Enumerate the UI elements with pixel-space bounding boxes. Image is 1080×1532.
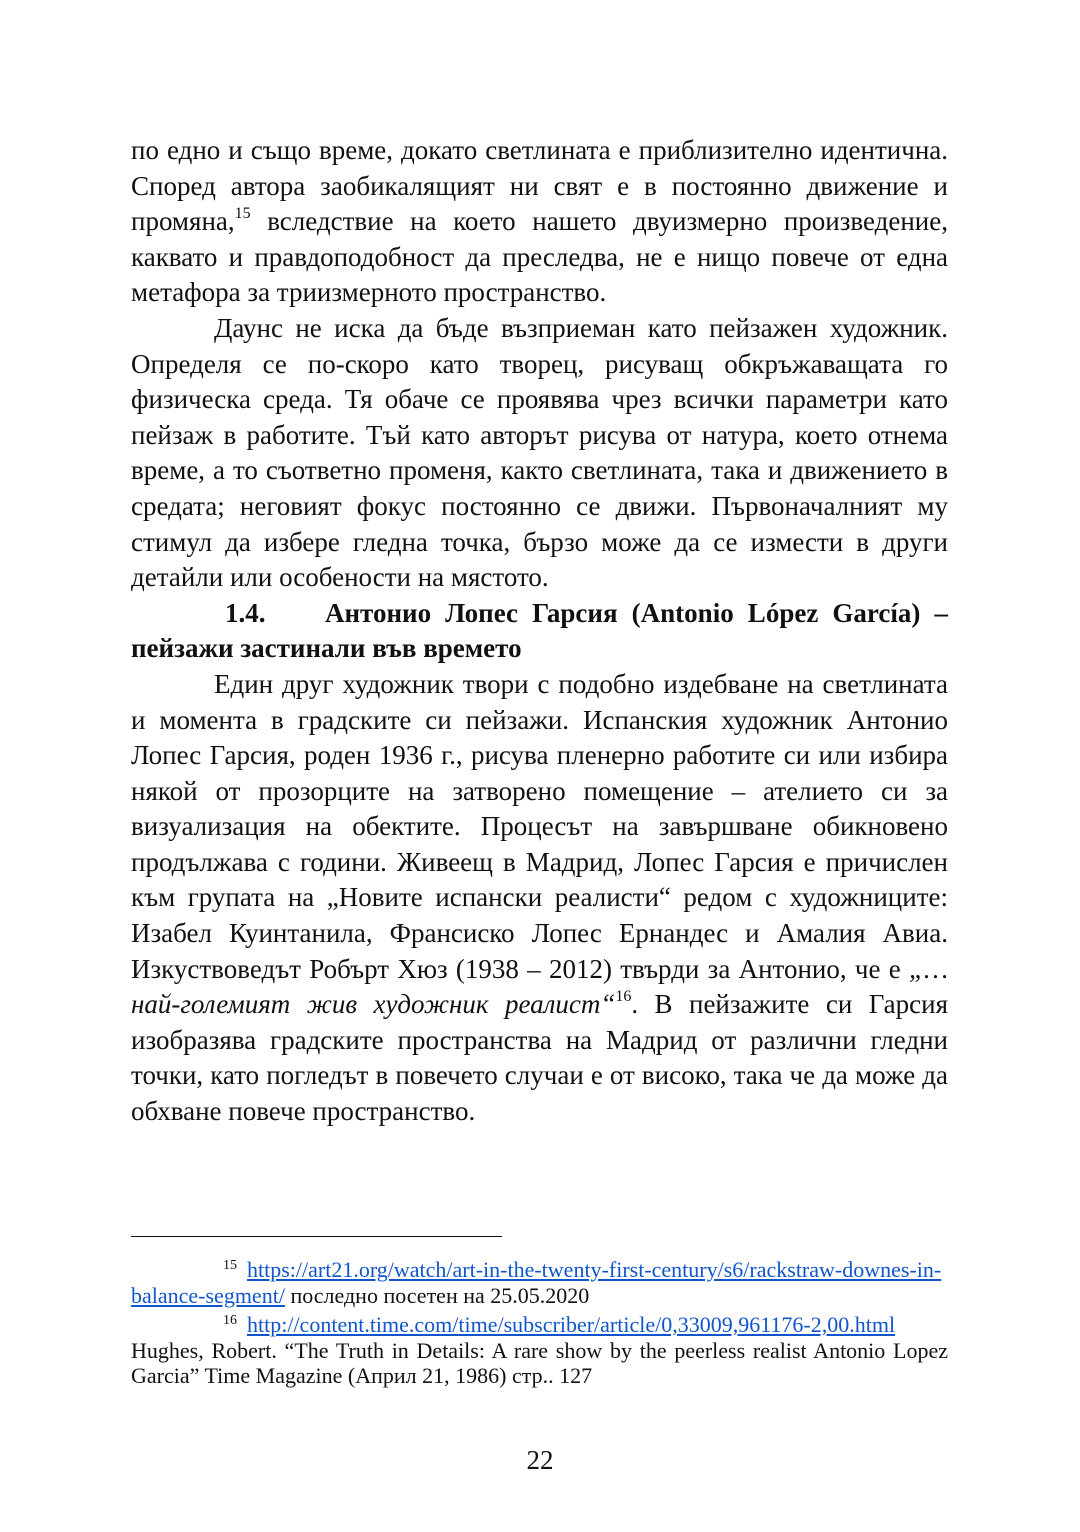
paragraph-3-text-b: . В пейзажите си Гарсия изобразява градските пространства на Мадрид от различни гледни точки, като погледът в повечето случаи е от високо, така че да може да обхване повече пространство. xyxy=(131,989,948,1127)
page-body xyxy=(131,133,948,1130)
paragraph-2: Даунс не иска да бъде възприеман като пейзажен художник. Определя се по-скоро като творец, рисуващ обкръжаващата го физическа среда. Тя обаче се проявява чрез всички параметри като пейзаж в работите. Тъй като авторът рисува от натура, което отнема време, а то съответно променя, както светлината, така и движението в средата; неговият фокус постоянно се движи. Първоначалният му стимул да избере гледна точка, бързо може да се измести в други детайли или особености на мястото. xyxy=(131,312,948,593)
paragraph-1 xyxy=(131,133,948,311)
section-number: 1.4. xyxy=(225,597,266,628)
footnotes xyxy=(131,1236,948,1389)
paragraph-3-text-a: Един друг художник твори с подобно издебване на светлината и момента в градските си пейзажи. Испанския художник Антонио Лопес Гарсия, роден 1936 г., рисува пленерно работите си или избира някой от прозорците на затворено помещение – ателието си за визуализация на обектите. Процесът на завършване обикновено продължава с години. Живеещ в Мадрид, Лопес Гарсия е причислен към групата на „Новите испански реалисти“ редом с художниците: Изабел Куинтанила, Франсиско Лопес Ернандес и Амалия Авиа. Изкуствоведът Робърт Хюз (1938 – 2012) твърди за Антонио, че е xyxy=(131,668,948,984)
paragraph-3 xyxy=(131,667,948,1130)
footnote-ref-15[interactable]: 15 xyxy=(234,205,251,223)
section-title: Антонио Лопес Гарсия (Antonio López García) – пейзажи застинали във времето xyxy=(131,597,948,664)
footnote-16 xyxy=(131,1308,948,1389)
footnote-number: 16 xyxy=(223,1313,237,1329)
page-number: 22 xyxy=(526,1445,554,1475)
section-heading xyxy=(131,596,948,667)
footnote-15-link[interactable]: https://art21.org/watch/art-in-the-twenty-first-century/s6/rackstraw-downes-in-balance-segment/ xyxy=(131,1257,942,1308)
quote-text: „…най-големият жив художник реалист“ xyxy=(131,953,948,1020)
paragraph-1-text-b: вследствие на което нашето двуизмерно произведение, каквато и правдоподобност да преследва, не е нищо повече от една метафора за триизмерното пространство. xyxy=(131,206,948,308)
footnote-15-text: последно посетен на 25.05.2020 xyxy=(284,1282,590,1308)
paragraph-1-text-a: по едно и също време, докато светлината е приблизително идентична. Според автора заобикалящият ни свят е в постоянно движение и промяна, xyxy=(131,135,948,237)
footnote-ref-16[interactable]: 16 xyxy=(615,988,632,1006)
footnote-divider xyxy=(131,1236,502,1237)
footnote-number: 15 xyxy=(223,1258,237,1273)
footnote-16-text: Hughes, Robert. “The Truth in Details: A rare show by the peerless realist Antonio Lopez Garcia” Time Magazine (Април 21, 1986) стр.. 127 xyxy=(131,1337,948,1389)
footnote-15 xyxy=(131,1253,948,1308)
footnote-16-link[interactable]: http://content.time.com/time/subscriber/article/0,33009,961176-2,00.html xyxy=(247,1312,896,1338)
